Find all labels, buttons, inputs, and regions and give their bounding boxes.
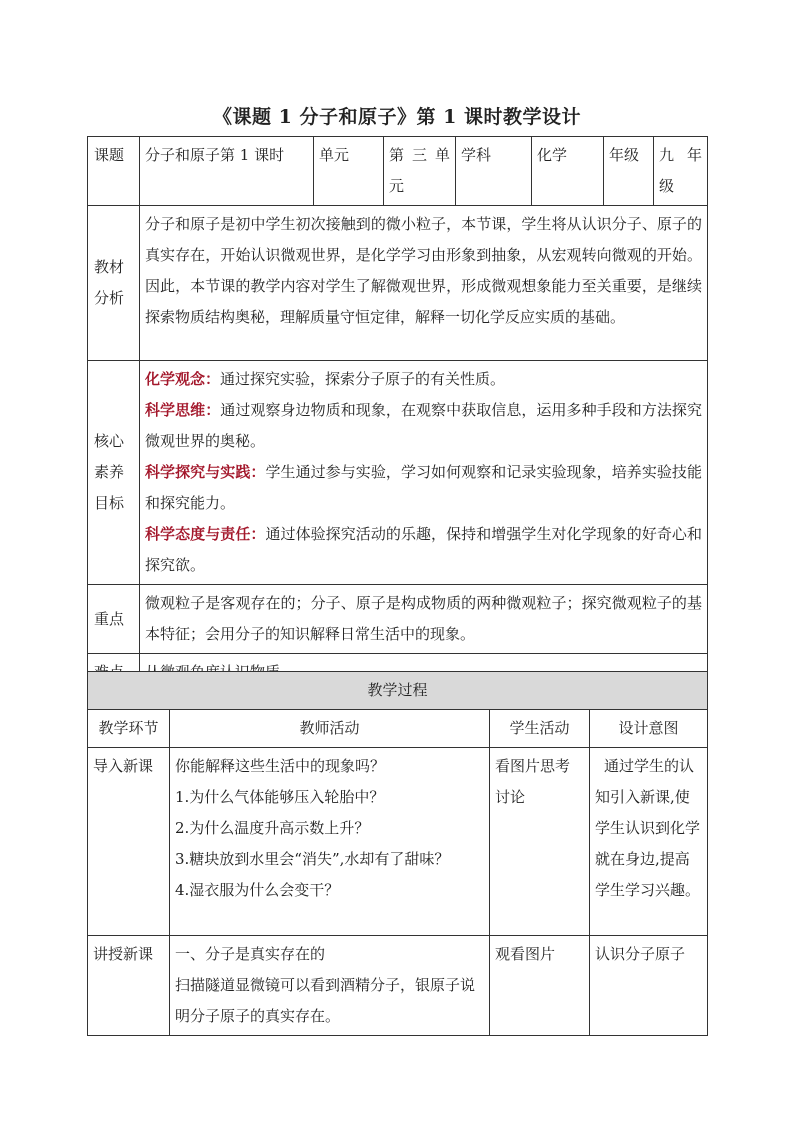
topic-value: 分子和原子第 1 课时	[140, 137, 314, 206]
overview-table	[87, 136, 708, 692]
process-header: 教师活动	[170, 710, 490, 748]
intent-cell: 认识分子原子	[590, 936, 708, 1036]
teacher-cell	[170, 936, 490, 1036]
literacy-item	[145, 519, 702, 581]
teacher-line: 4.湿衣服为什么会变干？	[175, 881, 340, 899]
unit-value: 第 三 单 元	[384, 137, 456, 206]
teacher-line: 2.为什么温度升高示数上升？	[175, 819, 370, 837]
literacy-label: 核心素养目标	[88, 361, 140, 585]
topic-label: 课题	[88, 137, 140, 206]
material-text: 分子和原子是初中学生初次接触到的微小粒子，本节课，学生将从认识分子、原子的真实存在，开始认识微观世界，是化学学习由形象到抽象，从宏观转向微观的开始。因此，本节课的教学内容对学生了解微观世界，形成微观想象能力至关重要，是继续探索物质结构奥秘，理解质量守恒定律，解释一切化学反应实质的基础。	[140, 206, 708, 361]
literacy-item	[145, 457, 702, 519]
teacher-line: 扫描隧道显微镜可以看到酒精分子，银原子说明分子原子的真实存在。	[175, 976, 476, 1025]
student-cell: 看图片思考讨论	[490, 748, 590, 936]
teacher-line: 3.糖块放到水里会“消失”,水却有了甜味？	[175, 850, 450, 868]
literacy-key: 科学态度与责任：	[145, 525, 266, 543]
teacher-line: 1.为什么气体能够压入轮胎中？	[175, 788, 385, 806]
grade-value: 九 年 级	[654, 137, 708, 206]
grade-label: 年级	[604, 137, 654, 206]
literacy-text: 通过探究实验，探索分子原子的有关性质。	[220, 370, 506, 388]
teacher-cell	[170, 748, 490, 936]
process-header: 学生活动	[490, 710, 590, 748]
subject-label: 学科	[456, 137, 532, 206]
teacher-line: 你能解释这些生活中的现象吗？	[175, 757, 386, 775]
table-row	[88, 936, 708, 1036]
table-row	[88, 748, 708, 936]
literacy-text: 学生通过参与实验，学习如何观察和记录实验现象，培养实验技能和探究能力。	[145, 463, 702, 512]
literacy-item	[145, 395, 702, 457]
page-title: 《课题 1 分子和原子》第 1 课时教学设计	[213, 106, 581, 128]
literacy-key: 科学思维：	[145, 401, 221, 419]
key-point-text: 微观粒子是客观存在的；分子、原子是构成物质的两种微观粒子；探究微观粒子的基本特征；会用分子的知识解释日常生活中的现象。	[140, 585, 708, 654]
literacy-text: 通过观察身边物质和现象，在观察中获取信息，运用多种手段和方法探究微观世界的奥秘。	[145, 401, 702, 450]
unit-label: 单元	[314, 137, 384, 206]
process-table	[87, 671, 708, 1036]
material-label: 教材分析	[88, 206, 140, 361]
literacy-content	[140, 361, 708, 585]
key-point-label: 重点	[88, 585, 140, 654]
literacy-key: 化学观念：	[145, 370, 221, 388]
process-header: 教学环节	[88, 710, 170, 748]
student-cell: 观看图片	[490, 936, 590, 1036]
subject-value: 化学	[532, 137, 604, 206]
process-title: 教学过程	[88, 672, 708, 710]
stage-cell: 讲授新课	[88, 936, 170, 1036]
teacher-line: 一、分子是真实存在的	[175, 945, 326, 963]
process-header: 设计意图	[590, 710, 708, 748]
literacy-item	[145, 364, 702, 395]
literacy-key: 科学探究与实践：	[145, 463, 266, 481]
stage-cell: 导入新课	[88, 748, 170, 936]
intent-cell: 通过学生的认知引入新课,使学生认识到化学就在身边,提高学生学习兴趣。	[590, 748, 708, 936]
literacy-text: 通过体验探究活动的乐趣，保持和增强学生对化学现象的好奇心和探究欲。	[145, 525, 702, 574]
